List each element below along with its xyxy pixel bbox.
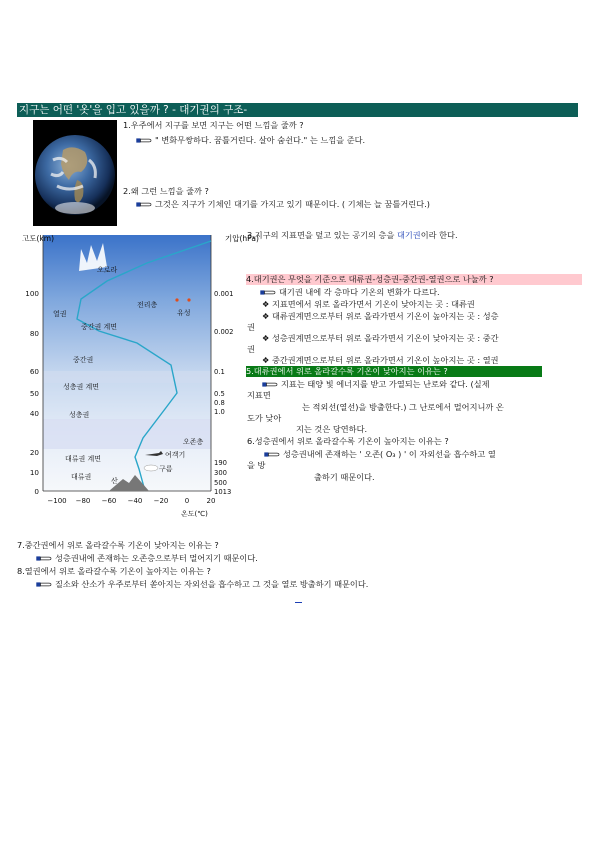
answer-2-text: 그것은 지구가 기체인 대기를 가지고 있기 때문이다. ( 기체는 늘 꿈틀거린다.) — [155, 199, 430, 209]
pointing-hand-icon — [262, 381, 278, 388]
question-5: 5.대류권에서 위로 올라갈수록 기온이 낮아지는 이유는 ? — [246, 366, 542, 377]
tick-right-300: 300 — [214, 469, 227, 477]
answer-2 — [136, 199, 430, 210]
pointing-hand-icon — [36, 555, 52, 562]
label-stratopause: 성층권 계면 — [63, 383, 100, 391]
answer-1-text: " 변화무쌍하다. 꿈틀거린다. 살아 숨쉰다." 는 느낌을 준다. — [155, 135, 366, 145]
tick-left-60: 60 — [29, 367, 39, 376]
tick-left-50: 50 — [29, 389, 39, 398]
tick-x-m100: −100 — [47, 497, 67, 505]
answer-5-line3: 는 적외선(열선)을 방출한다.) 그 난로에서 멀어지니까 온 — [302, 402, 504, 412]
tick-left-20: 20 — [29, 448, 39, 457]
left-axis-label: 고도(km) — [22, 234, 54, 243]
tick-right-0-8: 0.8 — [214, 399, 225, 407]
question-6: 6.성층권에서 위로 올라갈수록 기온이 높아지는 이유는 ? — [247, 436, 449, 446]
answer-6-line2: 을 방 — [247, 460, 266, 470]
label-mesopause: 중간권 계면 — [81, 323, 118, 331]
pointing-hand-icon — [136, 137, 152, 144]
answer-1 — [136, 135, 365, 146]
question-8: 8.열권에서 위로 올라갈수록 기온이 높아지는 이유는 ? — [17, 566, 211, 576]
x-axis-label: 온도(℃) — [181, 510, 208, 518]
label-meteor: 유성 — [177, 309, 191, 317]
answer-5-line5: 지는 것은 당연하다. — [296, 424, 368, 434]
tick-right-500: 500 — [214, 479, 227, 487]
label-troposphere: 대류권 — [71, 473, 92, 481]
tick-x-20: 20 — [206, 497, 216, 505]
answer-7: 성층권내에 존재하는 오존층으로부터 멀어지기 때문이다. — [36, 553, 258, 564]
label-airplane: 여객기 — [165, 451, 186, 459]
tick-left-10: 10 — [29, 468, 39, 477]
answer-4 — [260, 287, 440, 298]
tick-x-m80: −80 — [75, 497, 91, 505]
layer-item-3-cont: 권 — [247, 344, 255, 354]
label-aurora: 오로라 — [97, 266, 118, 274]
answer-6-line3: 출하기 때문이다. — [314, 472, 375, 482]
cloud-icon — [144, 465, 158, 471]
page-title: 지구는 어떤 '옷'을 입고 있을까 ? - 대기권의 구조- — [17, 103, 578, 117]
answer-8: 질소와 산소가 우주로부터 쏟아지는 자외선을 흡수하고 그 것을 열로 방출하기 때문이다. — [36, 579, 368, 590]
layer-item-3: ❖ 성층권계면으로부터 위로 올라가면서 기온이 낮아지는 곳 : 중간 — [262, 333, 499, 343]
atmosphere-term: 대기권 — [396, 230, 421, 240]
label-thermosphere: 열권 — [53, 310, 67, 318]
pointing-hand-icon — [36, 581, 52, 588]
tick-right-0-002: 0.002 — [214, 328, 234, 336]
tick-right-0-5: 0.5 — [214, 390, 225, 398]
right-axis-label: 기압(hPa) — [225, 234, 259, 243]
answer-6-line1: 성층권내에 존재하는 ' 오존( O₃ ) ' 이 자외선을 흡수하고 열 — [264, 449, 496, 460]
tick-right-0-001: 0.001 — [214, 290, 234, 298]
answer-5-line2: 지표면 — [247, 390, 271, 400]
label-ionosphere: 전리층 — [137, 301, 158, 309]
tick-right-1013: 1013 — [214, 488, 232, 496]
sky-background — [43, 235, 211, 491]
tick-x-m40: −40 — [127, 497, 143, 505]
pointing-hand-icon — [264, 451, 280, 458]
layer-item-4: ❖ 중간권계면으로부터 위로 올라가면서 기온이 높아지는 곳 : 열권 — [262, 355, 499, 365]
tick-x-m60: −60 — [101, 497, 117, 505]
meteor-icon — [175, 298, 178, 301]
label-cloud: 구름 — [159, 465, 173, 473]
tick-x-m20: −20 — [153, 497, 169, 505]
question-4: 4.대기권은 무엇을 기준으로 대류권-성층권-중간권-열권으로 나눌까 ? — [246, 274, 582, 285]
label-stratosphere: 성층권 — [69, 411, 90, 419]
label-mountain: 산 — [111, 477, 118, 485]
pointing-hand-icon — [260, 289, 276, 296]
answer-5-line1: 지표는 태양 빛 에너지를 받고 가열되는 난로와 같다. (실제 — [262, 379, 490, 390]
label-tropopause: 대류권 계면 — [65, 455, 102, 463]
tick-left-0: 0 — [34, 487, 39, 496]
question-1: 1.우주에서 지구를 보면 지구는 어떤 느낌을 줄까 ? — [123, 120, 304, 130]
question-2: 2.왜 그런 느낌을 줄까 ? — [123, 186, 209, 196]
layer-item-2-cont: 권 — [247, 322, 255, 332]
label-ozone: 오존층 — [183, 438, 204, 446]
layer-item-2: ❖ 대류권계면으로부터 위로 올라가면서 기온이 높아지는 곳 : 성층 — [262, 311, 499, 321]
earth-image — [33, 120, 117, 226]
tick-right-1-0: 1.0 — [214, 408, 225, 416]
link-mark[interactable] — [295, 602, 302, 603]
question-7: 7.중간권에서 위로 올라갈수록 기온이 낮아지는 이유는 ? — [17, 540, 219, 550]
question-3: 3.지구의 지표면을 덮고 있는 공기의 층을 대기권이라 한다. — [247, 230, 458, 240]
tick-right-190: 190 — [214, 459, 227, 467]
answer-4-text: 대기권 내에 각 층마다 기온의 변화가 다르다. — [279, 287, 440, 297]
pointing-hand-icon — [136, 201, 152, 208]
label-mesosphere: 중간권 — [73, 356, 94, 364]
tick-left-100: 100 — [25, 289, 39, 298]
tick-left-40: 40 — [29, 409, 39, 418]
answer-5-line4: 도가 낮아 — [247, 413, 282, 423]
tick-right-0-1: 0.1 — [214, 368, 225, 376]
layer-item-1: ❖ 지표면에서 위로 올라가면서 기온이 낮아지는 곳 : 대류권 — [262, 299, 475, 309]
tick-left-80: 80 — [29, 329, 39, 338]
tick-x-0: 0 — [184, 497, 190, 505]
